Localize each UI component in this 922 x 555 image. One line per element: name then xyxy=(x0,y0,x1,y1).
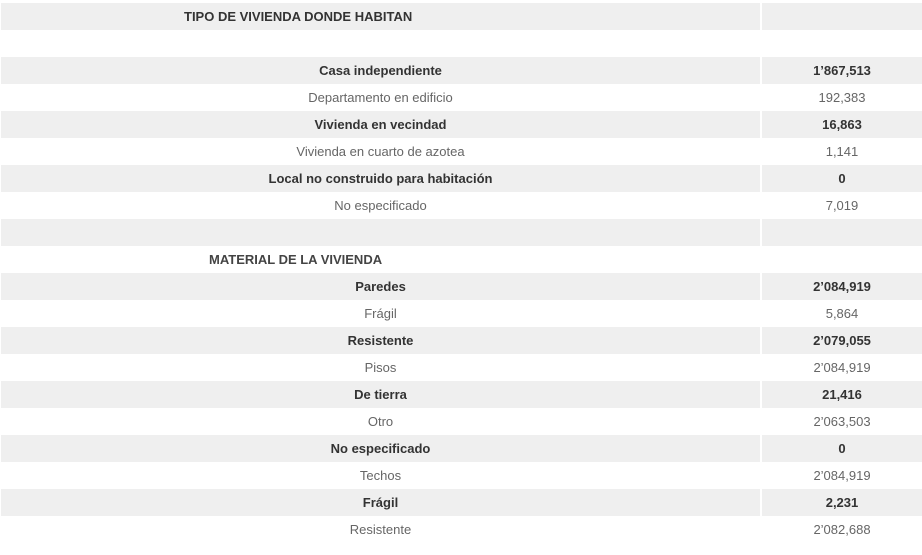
table-row xyxy=(1,165,922,192)
table-row xyxy=(1,516,922,543)
row-value: 21,416 xyxy=(760,381,922,408)
row-label: De tierra xyxy=(1,381,760,408)
table-row xyxy=(1,381,922,408)
row-value: 2,231 xyxy=(760,489,922,516)
row-value: 2’082,688 xyxy=(760,516,922,543)
empty-cell xyxy=(760,246,922,273)
row-label: No especificado xyxy=(1,435,760,462)
table-row xyxy=(1,327,922,354)
empty-cell xyxy=(760,3,922,30)
row-value: 1,141 xyxy=(760,138,922,165)
row-label: Departamento en edificio xyxy=(308,90,453,105)
table-row xyxy=(1,57,922,84)
row-value: 2’063,503 xyxy=(760,408,922,435)
section-header-material xyxy=(1,246,922,273)
row-value: 0 xyxy=(760,435,922,462)
row-label: Local no construido para habitación xyxy=(1,165,760,192)
table-row xyxy=(1,192,922,219)
row-value: 2’079,055 xyxy=(760,327,922,354)
table-row xyxy=(1,435,922,462)
row-label: Vivienda en cuarto de azotea xyxy=(296,144,465,159)
row-label: Resistente xyxy=(1,327,760,354)
table-row xyxy=(1,300,922,327)
table-row xyxy=(1,273,922,300)
section-title-vivienda: TIPO DE VIVIENDA DONDE HABITAN xyxy=(1,3,760,30)
spacer-row xyxy=(1,219,922,246)
row-label: Vivienda en vecindad xyxy=(1,111,760,138)
row-label: No especificado xyxy=(334,198,427,213)
table-row xyxy=(1,354,922,381)
row-label: Paredes xyxy=(1,273,760,300)
row-label: Otro xyxy=(367,414,394,429)
table-row xyxy=(1,111,922,138)
table-row xyxy=(1,462,922,489)
row-label: Techos xyxy=(359,468,402,483)
row-value: 7,019 xyxy=(760,192,922,219)
row-value: 16,863 xyxy=(760,111,922,138)
row-value: 2’084,919 xyxy=(760,273,922,300)
section-title-material: MATERIAL DE LA VIVIENDA xyxy=(209,252,383,267)
row-value: 1’867,513 xyxy=(760,57,922,84)
row-value: 2’084,919 xyxy=(760,354,922,381)
row-label: Casa independiente xyxy=(1,57,760,84)
table-row xyxy=(1,138,922,165)
row-value: 192,383 xyxy=(760,84,922,111)
row-value: 0 xyxy=(760,165,922,192)
row-label: Frágil xyxy=(364,306,397,321)
row-label: Resistente xyxy=(349,522,412,537)
row-label: Pisos xyxy=(364,360,397,375)
row-value: 2’084,919 xyxy=(760,462,922,489)
spacer-row xyxy=(1,30,922,57)
table-row xyxy=(1,408,922,435)
row-value: 5,864 xyxy=(760,300,922,327)
table-row xyxy=(1,84,922,111)
section-header-vivienda xyxy=(1,3,922,30)
row-label: Frágil xyxy=(1,489,760,516)
housing-data-table xyxy=(1,3,922,543)
table-row xyxy=(1,489,922,516)
